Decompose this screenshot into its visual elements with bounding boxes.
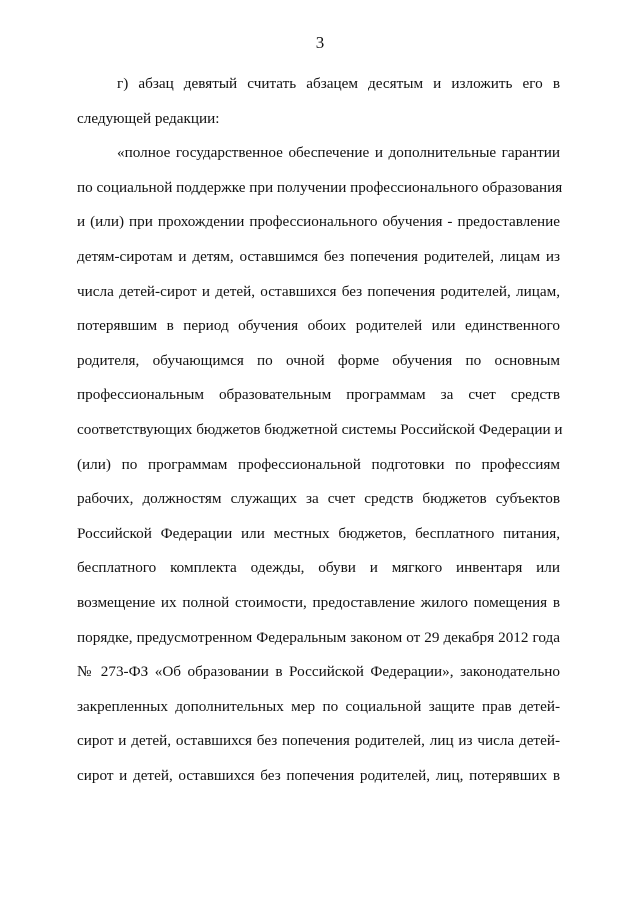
text-line: сирот и детей, оставшихся без попечения родителей, лиц из числа детей- bbox=[77, 732, 560, 750]
text-line: родителя, обучающимся по очной форме обучения по основным bbox=[77, 351, 560, 369]
text-line: детям-сиротам и детям, оставшимся без попечения родителей, лицам из bbox=[77, 247, 560, 265]
document-body bbox=[77, 67, 563, 793]
text-line: числа детей-сирот и детей, оставшихся без попечения родителей, лицам, bbox=[77, 282, 560, 300]
text-line: соответствующих бюджетов бюджетной системы Российской Федерации и bbox=[77, 420, 563, 438]
text-line: сирот и детей, оставшихся без попечения родителей, лиц, потерявших в bbox=[77, 766, 560, 784]
text-line: бесплатного комплекта одежды, обуви и мягкого инвентаря или bbox=[77, 559, 560, 577]
text-line: № 273-ФЗ «Об образовании в Российской Федерации», законодательно bbox=[77, 663, 560, 681]
text-line: «полное государственное обеспечение и дополнительные гарантии bbox=[117, 144, 560, 162]
text-line: порядке, предусмотренном Федеральным законом от 29 декабря 2012 года bbox=[77, 628, 560, 646]
text-line: закрепленных дополнительных мер по социальной защите прав детей- bbox=[77, 697, 560, 715]
page-number: 3 bbox=[315, 33, 325, 52]
text-line: потерявшим в период обучения обоих родителей или единственного bbox=[77, 317, 560, 335]
text-line: и (или) при прохождении профессионального обучения - предоставление bbox=[77, 213, 560, 231]
text-line: профессиональным образовательным программам за счет средств bbox=[77, 386, 560, 404]
text-line: по социальной поддержке при получении профессионального образования bbox=[77, 178, 563, 196]
text-line: рабочих, должностям служащих за счет средств бюджетов субъектов bbox=[77, 490, 560, 508]
text-line: следующей редакции: bbox=[77, 109, 220, 127]
text-line: возмещение их полной стоимости, предоставление жилого помещения в bbox=[77, 593, 560, 611]
text-line: г) абзац девятый считать абзацем десятым и изложить его в bbox=[117, 75, 560, 92]
text-line: (или) по программам профессиональной подготовки по профессиям bbox=[77, 455, 560, 473]
text-line: Российской Федерации или местных бюджетов, бесплатного питания, bbox=[77, 524, 560, 542]
